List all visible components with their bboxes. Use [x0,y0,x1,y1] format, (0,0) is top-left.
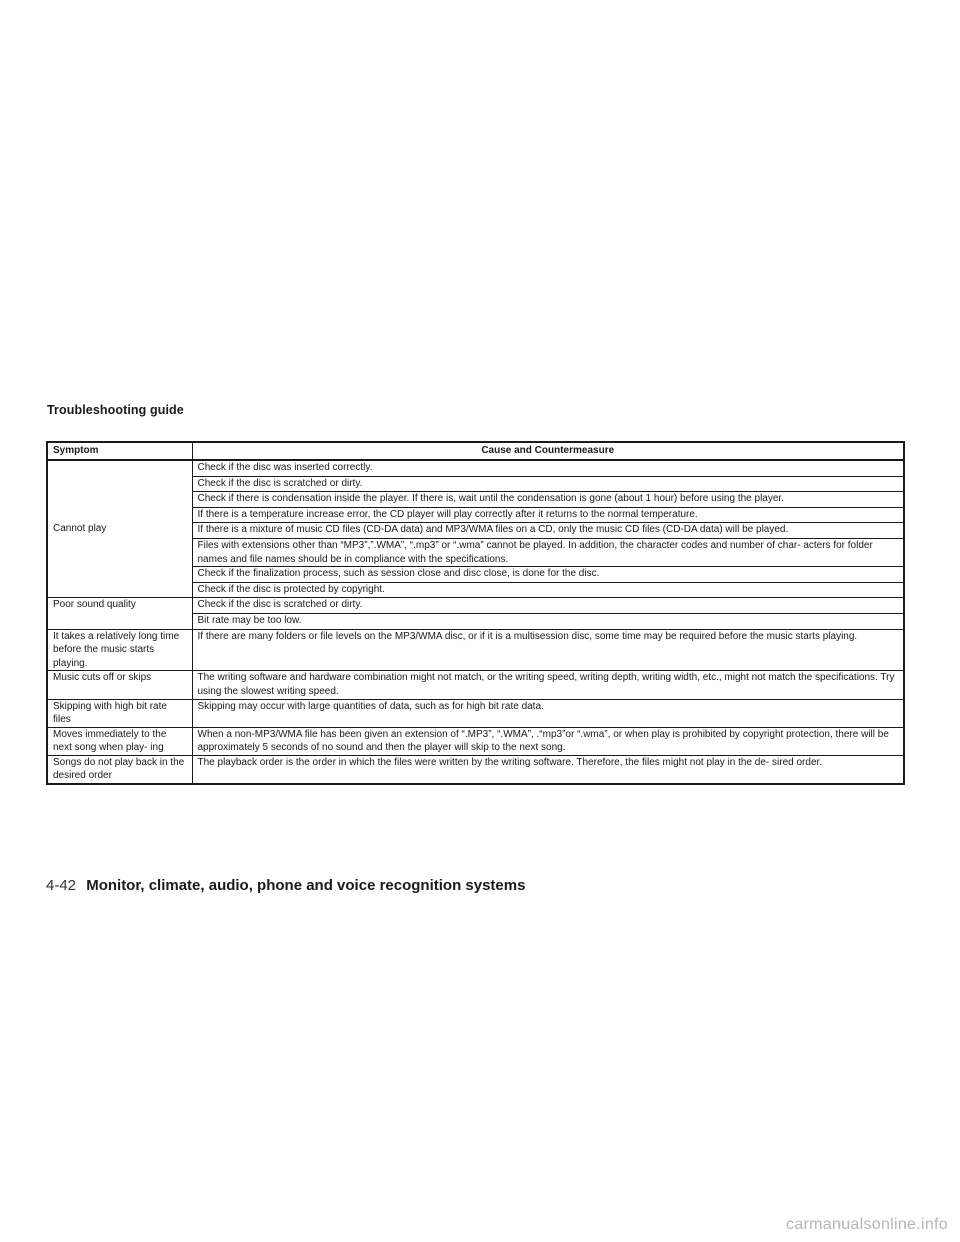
symptom-cell: Music cuts off or skips [47,671,192,699]
symptom-cell: Moves immediately to the next song when play- ing [47,727,192,755]
cause-cell: When a non-MP3/WMA file has been given an extension of “.MP3”, “.WMA”, .“mp3”or “.wma”, or when play is prohibited by copyright protection, there will be approximately 5 seconds of no sound and then the player will skip to the next song. [192,727,904,755]
symptom-cell: Cannot play [47,460,192,598]
table-row [47,460,904,476]
cause-cell: If there is a mixture of music CD files (CD-DA data) and MP3/WMA files on a CD, only the music CD files (CD-DA data) will be played. [192,523,904,539]
chapter-title: Monitor, climate, audio, phone and voice recognition systems [86,877,526,894]
symptom-cell: Skipping with high bit rate files [47,699,192,727]
cause-cell: If there are many folders or file levels on the MP3/WMA disc, or if it is a multisession disc, some time may be required before the music starts playing. [192,629,904,671]
section-title: Troubleshooting guide [47,403,184,417]
cause-cell: Check if the disc is scratched or dirty. [192,476,904,492]
cause-cell: If there is a temperature increase error, the CD player will play correctly after it returns to the normal temperature. [192,507,904,523]
table-row [47,629,904,671]
cause-cell: Bit rate may be too low. [192,613,904,629]
table-header-row [47,442,904,460]
cause-cell: Check if the finalization process, such as session close and disc close, is done for the disc. [192,567,904,583]
table-row [47,598,904,614]
watermark: carmanualsonline.info [786,1216,948,1233]
symptom-cell: Poor sound quality [47,598,192,629]
troubleshooting-table [46,441,905,785]
table-row [47,755,904,784]
symptom-cell: Songs do not play back in the desired order [47,755,192,784]
cause-cell: Check if the disc was inserted correctly. [192,460,904,476]
table-row [47,671,904,699]
cause-cell: Check if the disc is protected by copyright. [192,582,904,598]
cause-cell: Check if there is condensation inside the player. If there is, wait until the condensation is gone (about 1 hour) before using the player. [192,492,904,508]
cause-cell: The writing software and hardware combination might not match, or the writing speed, writing depth, writing width, etc., might not match the specifications. Try using the slowest writing speed. [192,671,904,699]
table-row [47,699,904,727]
cause-cell: The playback order is the order in which the files were written by the writing software. Therefore, the files might not play in the de- sired order. [192,755,904,784]
page-footer [46,877,525,894]
header-symptom: Symptom [47,442,192,460]
cause-cell: Files with extensions other than “MP3”,”.WMA”, “.mp3” or “.wma” cannot be played. In addition, the character codes and number of char- acters for folder names and file names should be in compliance with the specifications. [192,538,904,566]
symptom-cell: It takes a relatively long time before the music starts playing. [47,629,192,671]
header-cause: Cause and Countermeasure [192,442,904,460]
cause-cell: Check if the disc is scratched or dirty. [192,598,904,614]
cause-cell: Skipping may occur with large quantities of data, such as for high bit rate data. [192,699,904,727]
page-number: 4-42 [46,877,77,894]
table-row [47,727,904,755]
